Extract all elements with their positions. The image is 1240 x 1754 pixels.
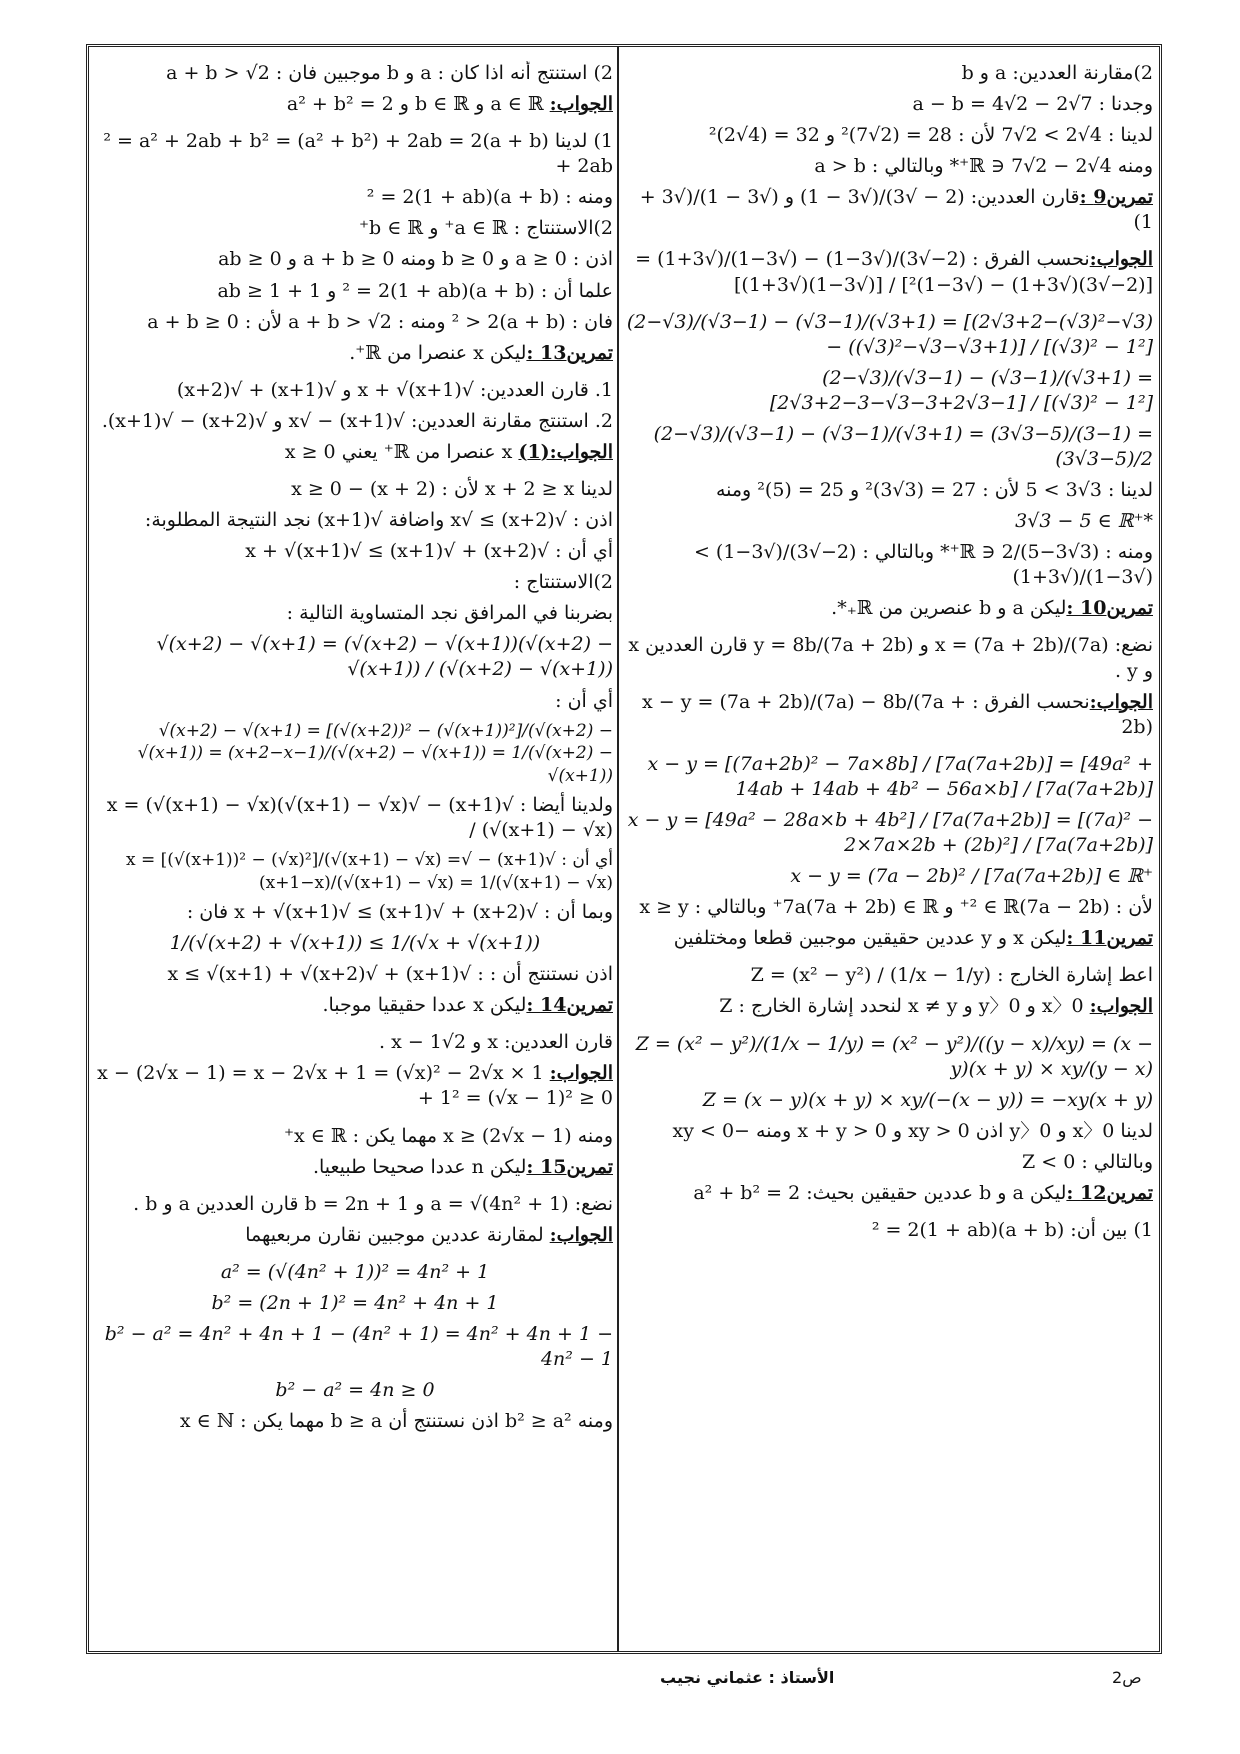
right-line: تمرين10 :ليكن a و b عنصرين من ℝ₊*. [831,597,1153,620]
left-line: 1/(√(x+2) + √(x+1)) ≤ 1/(√x + √(x+1)) [169,932,541,955]
right-line: (2−√3)/(√3−1) − (√3−1)/(√3+1) = [2√3+2−3−√3−3+2√3−1] / [(√3)² − 1²] [769,366,1153,414]
left-line: ومنه x ≥ (2√x − 1) مهما يكن : x ∈ ℝ⁺ [283,1124,613,1147]
exercise-heading: تمرين12 : [1066,1181,1153,1204]
exercise-heading: تمرين9 : [1079,186,1153,209]
left-column [97,61,613,1641]
right-line: 3√3 − 5 ∈ ℝ⁺* [1015,510,1153,533]
exercise-heading: تمرين11 : [1066,927,1153,950]
left-line: أي أن : [555,689,613,712]
left-line: تمرين13 :ليكن x عنصرا من ℝ⁺. [349,341,613,364]
left-line: 2)الاستنتاج : [513,571,613,594]
left-line: وبما أن : √(x+2) + √(x+1) ≥ √x + √(x+1) فان : [186,900,613,923]
exercise-heading: تمرين14 : [526,994,613,1017]
left-line: بضربنا في المرافق نجد المتساوية التالية : [286,602,613,625]
left-line: علما أن : (a + b)² = 2(1 + ab) و 1 + ab ≥ 1 [217,279,613,302]
left-line: فان : (a + b)² > 2 ومنه : a + b > √2 لأن : a + b ≥ 0 [147,310,613,333]
right-line: x − y = [(7a+2b)² − 7a×8b] / [7a(7a+2b)] = [49a² + 14ab + 14ab + 4b² − 56a×b] / [7a(7a+2b)] [647,752,1153,800]
right-line: تمرين9 :قارن العددين: (2 − √3)/(√3 − 1) و (√3 − 1)/(√3 + 1) [639,186,1153,234]
right-line: لدينا x〉0 و y〉0 اذن xy > 0 و x + y > 0 ومنه −xy < 0 [672,1119,1153,1142]
left-line: 2. استنتج مقارنة العددين: √(x+1) − √x و √(x+2) − √(x+1). [101,409,613,432]
exercise-heading: تمرين13 : [526,341,613,364]
left-line: 2)الاستنتاج : a ∈ ℝ⁺ و b ∈ ℝ⁺ [359,217,613,240]
left-line: b² − a² = 4n ≥ 0 [275,1379,435,1402]
page-frame [86,44,1162,1654]
exercise-heading: الجواب:(1) [518,440,613,463]
exercise-heading: الجواب: [1089,995,1153,1018]
left-line: 1) لدينا (a + b)² = a² + 2ab + b² = (a² + b²) + 2ab = 2 + 2ab [103,130,613,178]
exercise-heading: الجواب: [1089,690,1153,713]
exercise-heading: تمرين15 : [526,1155,613,1178]
exercise-heading: الجواب: [549,1223,613,1246]
left-line: اذن نستنتج أن : : √(x+1) + √x ≤ √(x+1) + √(x+2) [167,963,613,986]
right-line: 1) بين أن: (a + b)² = 2(1 + ab) [871,1218,1153,1241]
right-line: x − y = [49a² − 28a×b + 4b²] / [7a(7a+2b)] = [(7a)² − 2×7a×2b + (2b)²] / [7a(7a+2b)] [627,808,1153,857]
right-line: Z = (x − y)(x + y) × xy/(−(x − y)) = −xy(x + y) [702,1088,1153,1111]
left-line: قارن العددين: x و 2√x − 1 . [379,1031,613,1054]
right-line: لأن : (7a − 2b)² ∈ ℝ⁺ و 7a(7a + 2b) ∈ ℝ⁺ وبالتالي : x ≥ y [639,896,1153,919]
column-divider [617,47,619,1651]
right-line: تمرين12 :ليكن a و b عددين حقيقين بحيث: a² + b² = 2 [693,1181,1153,1204]
right-line: ومنه 4√2 − 2√7 ∈ ℝ⁺* وبالتالي : a > b [814,155,1153,178]
right-line: وجدنا : a − b = 4√2 − 2√7 [912,93,1153,116]
right-line: الجواب:نحسب الفرق : x − y = (7a + 2b)/(7a) − 8b/(7a + 2b) [642,690,1153,738]
left-line: تمرين15 :ليكن n عددا صحيحا طبيعيا. [312,1155,613,1178]
right-line: لدينا : 4√2 > 2√7 لأن : 28 = (2√7)² و 32 = (4√2)² [708,124,1153,147]
right-line: الجواب:نحسب الفرق : (2−√3)/(√3−1) − (√3−1)/(√3+1) = [(2−√3)(√3+1) − (√3−1)²] / [(√3−1)(√3+1)] [635,248,1153,296]
exercise-heading: الجواب: [549,1062,613,1085]
left-line: الجواب:(1) x عنصرا من ℝ⁺ يعني x ≥ 0 [284,440,613,463]
right-line: 2)مقارنة العددين: a و b [961,62,1153,84]
left-line: 2) استنتج أنه اذا كان : a و b موجبين فان : a + b > √2 [166,62,613,84]
left-line: لدينا x + 2 ≥ x لأن : (x + 2) − x ≥ 0 [291,478,613,501]
left-line: الجواب: لمقارنة عددين موجبين نقارن مربعيهما [245,1223,613,1246]
left-line: الجواب: x − (2√x − 1) = x − 2√x + 1 = (√x)² − 2√x × 1 + 1² = (√x − 1)² ≥ 0 [97,1062,613,1110]
right-line: الجواب: x〉0 و y〉0 و x ≠ y لنحدد إشارة الخارج : Z [719,995,1153,1018]
right-line: لدينا : 3√3 > 5 لأن : 27 = (3√3)² و 25 = (5)² ومنه [715,479,1153,502]
left-line: b² = (2n + 1)² = 4n² + 4n + 1 [211,1291,499,1314]
left-line: 1. قارن العددين: √x + √(x+1) و √(x+1) + √(x+2) [176,378,613,401]
left-line: اذن : √(x+2) ≥ √x واضافة √(x+1) نجد النتيجة المطلوبة: [144,509,613,532]
teacher-name: الأستاذ : عثماني نجيب [660,1668,835,1687]
exercise-heading: تمرين10 : [1066,597,1153,620]
left-line: √(x+2) − √(x+1) = [(√(x+2))² − (√(x+1))²]/(√(x+2) − √(x+1)) = (x+2−x−1)/(√(x+2) − √(x+1)) = 1/(√(x+2) − √(x+1)) [137,720,613,786]
left-line: أي أن : √(x+1) − √x = [(√(x+1))² − (√x)²]/(√(x+1) − √x) = (x+1−x)/(√(x+1) − √x) = 1/(√(x+1) − √x) [126,850,613,893]
right-line: x − y = (7a − 2b)² / [7a(7a+2b)] ∈ ℝ⁺ [790,865,1153,888]
left-line: a² = (√(4n² + 1))² = 4n² + 1 [220,1260,490,1283]
left-line: تمرين14 :ليكن x عددا حقيقيا موجبا. [322,994,613,1017]
left-line: الجواب: a ∈ ℝ و b ∈ ℝ و a² + b² = 2 [286,93,613,116]
left-line: اذن : a ≥ 0 و b ≥ 0 ومنه a + b ≥ 0 و ab ≥ 0 [218,248,613,271]
page-number: ص2 [1112,1668,1142,1687]
right-line: وبالتالي : Z < 0 [1022,1150,1153,1173]
left-line: ولدينا أيضا : √(x+1) − √x = (√(x+1) − √x)(√(x+1) − √x) / (√(x+1) − √x) [106,793,613,842]
exercise-heading: الجواب: [549,93,613,116]
page-footer [0,1668,1240,1698]
right-line: تمرين11 :ليكن x و y عددين حقيقين موجبين قطعا ومختلفين [673,927,1153,950]
right-line: نضع: x = (7a + 2b)/(7a) و y = 8b/(7a + 2b) قارن العددين x و y . [628,634,1153,682]
left-line: b² − a² = 4n² + 4n + 1 − (4n² + 1) = 4n² + 4n + 1 − 4n² − 1 [104,1323,613,1371]
right-line: Z = (x² − y²)/(1/x − 1/y) = (x² − y²)/((y − x)/xy) = (x − y)(x + y) × xy/(y − x) [635,1032,1153,1080]
left-line: ومنه : (a + b)² = 2(1 + ab) [366,186,613,209]
right-line: ومنه : (3√3−5)/2 ∈ ℝ⁺* وبالتالي : (2−√3)/(√3−1) > (√3−1)/(√3+1) [693,541,1153,589]
right-line: اعط إشارة الخارج : Z = (x² − y²) / (1/x − 1/y) [750,964,1153,987]
left-line: أي أن : √(x+2) + √(x+1) ≥ √x + √(x+1) [245,540,613,563]
left-line: √(x+2) − √(x+1) = (√(x+2) − √(x+1))(√(x+2) − √(x+1)) / (√(x+2) − √(x+1)) [156,633,613,681]
left-line: ومنه b² ≥ a² اذن نستنتج أن b ≥ a مهما يكن : x ∈ ℕ [179,1410,613,1433]
left-line: نضع: a = √(4n² + 1) و b = 2n + 1 قارن العددين a و b . [133,1192,613,1215]
right-line: (2−√3)/(√3−1) − (√3−1)/(√3+1) = [(2√3+2−(√3)²−√3) − ((√3)²−√3−√3+1)] / [(√3)² − 1²] [626,310,1153,358]
right-column [625,61,1153,1641]
exercise-heading: الجواب: [1089,248,1153,271]
right-line: (2−√3)/(√3−1) − (√3−1)/(√3+1) = (3√3−5)/(3−1) = (3√3−5)/2 [653,422,1153,471]
